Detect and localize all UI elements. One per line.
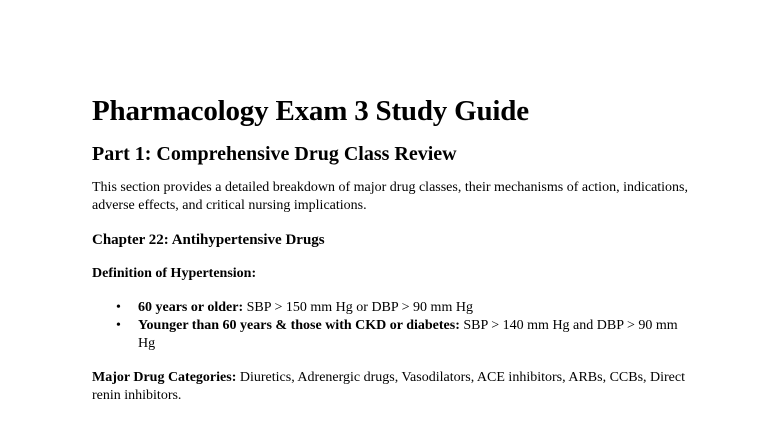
criteria-label: 60 years or older:	[138, 300, 244, 315]
bullet-icon: •	[116, 318, 121, 333]
intro-paragraph: This section provides a detailed breakdown of major drug classes, their mechanisms of action, indications, adverse effects, and critical nursing implications.	[92, 180, 689, 213]
bullet-icon: •	[116, 300, 121, 315]
hypertension-criteria-list	[92, 299, 712, 353]
document-title: Pharmacology Exam 3 Study Guide	[92, 95, 529, 127]
criteria-text: SBP > 150 mm Hg or DBP > 90 mm Hg	[243, 300, 473, 315]
definition-label: Definition of Hypertension:	[92, 266, 257, 281]
chapter-heading: Chapter 22: Antihypertensive Drugs	[92, 232, 325, 248]
list-item	[92, 299, 698, 317]
part-heading: Part 1: Comprehensive Drug Class Review	[92, 143, 457, 165]
drug-categories-paragraph	[92, 369, 692, 405]
list-item	[92, 317, 698, 353]
categories-label: Major Drug Categories:	[92, 370, 237, 385]
categories-text: Diuretics, Adrenergic drugs, Vasodilators, ACE inhibitors, ARBs, CCBs, Direct renin inhibitors.	[92, 370, 686, 403]
criteria-text: SBP > 140 mm Hg and DBP > 90 mm Hg	[138, 318, 678, 351]
document-page	[92, 94, 712, 405]
criteria-label: Younger than 60 years & those with CKD or diabetes:	[138, 318, 460, 333]
